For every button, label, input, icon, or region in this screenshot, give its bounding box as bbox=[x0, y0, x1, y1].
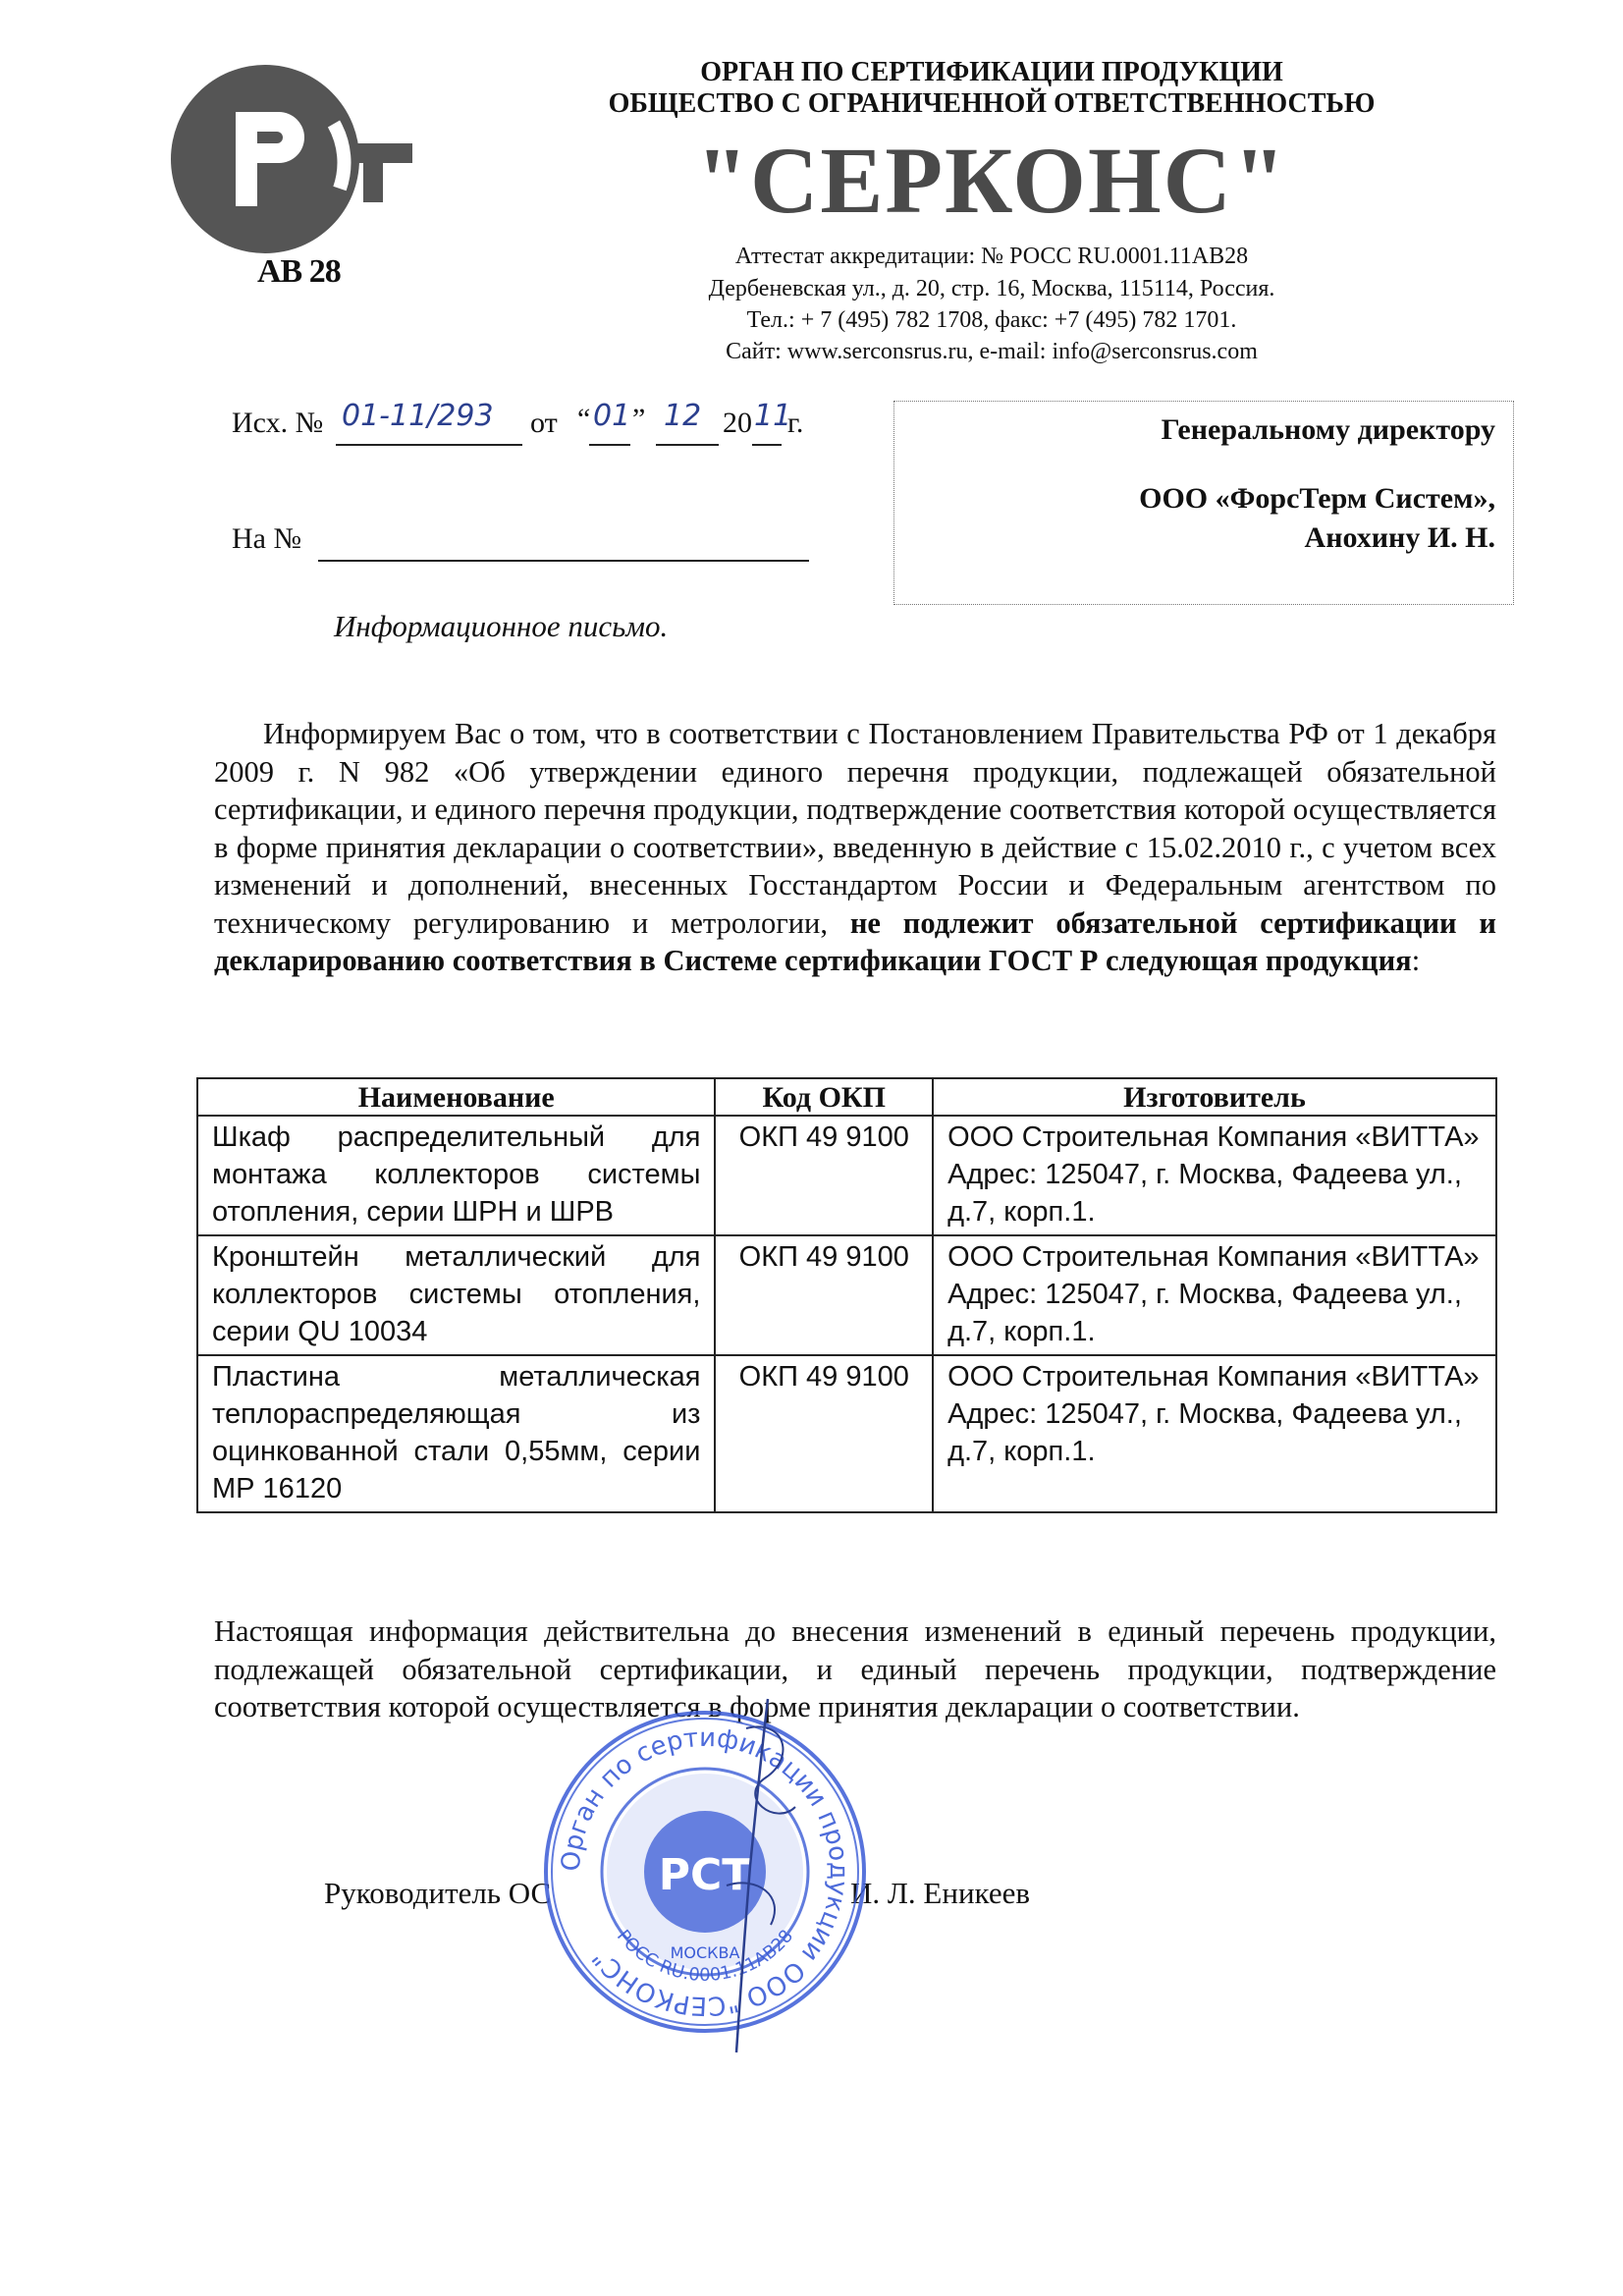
org-type: ОБЩЕСТВО С ОГРАНИЧЕННОЙ ОТВЕТСТВЕННОСТЬЮ bbox=[608, 88, 1376, 119]
header-code: Код ОКП bbox=[715, 1078, 933, 1116]
handwritten-signature bbox=[677, 1689, 835, 2062]
maker-name: ООО Строительная Компания «ВИТТА» bbox=[947, 1241, 1480, 1273]
incoming-number-line bbox=[318, 522, 809, 562]
table-row bbox=[197, 1235, 1496, 1355]
org-title: ОРГАН ПО СЕРТИФИКАЦИИ ПРОДУКЦИИ bbox=[700, 57, 1283, 87]
product-name: Пластина металлическая теплораспределяющая из оцинкованной стали 0,55мм, серии МР 16120 bbox=[197, 1355, 715, 1512]
product-maker bbox=[933, 1116, 1496, 1235]
outgoing-number: 01-11/293 bbox=[342, 399, 494, 433]
body-text: Информируем Вас о том, что в соответствии с Постановлением Правительства РФ от 1 декабря 2009 г. N 982 «Об утверждении единого перечня продукции, подлежащей обязательной сертификации, и единого перечня продукции, подтверждение соответствия которой осуществляется в форме принятия декларации о соответствии», введенную в действие с 15.02.2010 г., с учетом всех изменений и дополнений, внесенных Госстандартом России и Федеральным агентством по техническому регулированию и метрологии, bbox=[214, 717, 1496, 940]
maker-address: Адрес: 125047, г. Москва, Фадеева ул., д.7, корп.1. bbox=[947, 1159, 1462, 1228]
header-maker: Изготовитель bbox=[933, 1078, 1496, 1116]
body-tail: : bbox=[1411, 944, 1421, 977]
year-label: г. bbox=[787, 407, 804, 439]
product-name: Шкаф распределительный для монтажа коллекторов системы отопления, серии ШРН и ШРВ bbox=[197, 1116, 715, 1235]
outgoing-label: Исх. № bbox=[232, 407, 324, 439]
addressee-box bbox=[893, 401, 1514, 605]
signatory-name: И. Л. Еникеев bbox=[850, 1876, 1030, 1910]
product-name: Кронштейн металлический для коллекторов системы отопления, серии QU 10034 bbox=[197, 1235, 715, 1355]
maker-name: ООО Строительная Компания «ВИТТА» bbox=[947, 1361, 1480, 1393]
maker-name: ООО Строительная Компания «ВИТТА» bbox=[947, 1121, 1480, 1153]
address-line: Дербеневская ул., д. 20, стр. 16, Москва, 115114, Россия. bbox=[708, 276, 1275, 301]
signatory-role: Руководитель ОС bbox=[324, 1876, 552, 1910]
addressee-title: Генеральному директору bbox=[1161, 413, 1495, 446]
date-day: 01 bbox=[593, 399, 631, 433]
table-header-row bbox=[197, 1078, 1496, 1116]
table-row bbox=[197, 1355, 1496, 1512]
product-code: ОКП 49 9100 bbox=[715, 1355, 933, 1512]
stamp-number: РОСС RU.0001.11АВ28 bbox=[612, 1926, 798, 1986]
body-bold-text: не подлежит обязательной сертификации и декларированию соответствия в Системе сертификации ГОСТ Р следующая продукция bbox=[214, 905, 1497, 977]
header-name: Наименование bbox=[197, 1078, 715, 1116]
stamp-ring-text: Орган по сертификации продукции ООО "СЕРКОНС" bbox=[556, 1722, 854, 2021]
accreditation-code: АВ 28 bbox=[257, 253, 341, 290]
products-table bbox=[196, 1077, 1497, 1513]
stamp-city: МОСКВА bbox=[670, 1943, 740, 1962]
rst-logo bbox=[167, 61, 422, 257]
stamp-center: РСТ bbox=[658, 1850, 752, 1900]
quote-close: ” bbox=[632, 403, 646, 435]
maker-address: Адрес: 125047, г. Москва, Фадеева ул., д.7, корп.1. bbox=[947, 1279, 1462, 1347]
incoming-label: На № bbox=[232, 522, 302, 555]
product-maker bbox=[933, 1235, 1496, 1355]
maker-address: Адрес: 125047, г. Москва, Фадеева ул., д.7, корп.1. bbox=[947, 1398, 1462, 1467]
product-maker bbox=[933, 1355, 1496, 1512]
table-row bbox=[197, 1116, 1496, 1235]
date-from-label: от bbox=[530, 407, 558, 439]
body-paragraph bbox=[214, 715, 1496, 980]
web-line: Сайт: www.serconsrus.ru, e-mail: info@serconsrus.com bbox=[726, 339, 1258, 364]
company-name: "СЕРКОНС" bbox=[695, 128, 1288, 233]
year-prefix: 20 bbox=[723, 407, 752, 439]
addressee-person: Анохину И. Н. bbox=[1304, 521, 1495, 554]
accreditation-line: Аттестат аккредитации: № РОСС RU.0001.11АВ28 bbox=[734, 244, 1249, 269]
product-code: ОКП 49 9100 bbox=[715, 1235, 933, 1355]
closing-paragraph: Настоящая информация действительна до внесения изменений в единый перечень продукции, подлежащей обязательной сертификации, и единый перечень продукции, подтверждение соответствия которой осуществляется в форме принятия декларации о соответствии. bbox=[214, 1614, 1496, 1723]
letter-subject: Информационное письмо. bbox=[334, 609, 669, 643]
phone-line: Тел.: + 7 (495) 782 1708, факс: +7 (495) 782 1701. bbox=[746, 307, 1237, 333]
quote-open: “ bbox=[577, 403, 591, 435]
date-year: 11 bbox=[754, 399, 792, 433]
addressee-company: ООО «ФорсТерм Систем», bbox=[1139, 482, 1495, 515]
date-month: 12 bbox=[664, 399, 702, 433]
product-code: ОКП 49 9100 bbox=[715, 1116, 933, 1235]
